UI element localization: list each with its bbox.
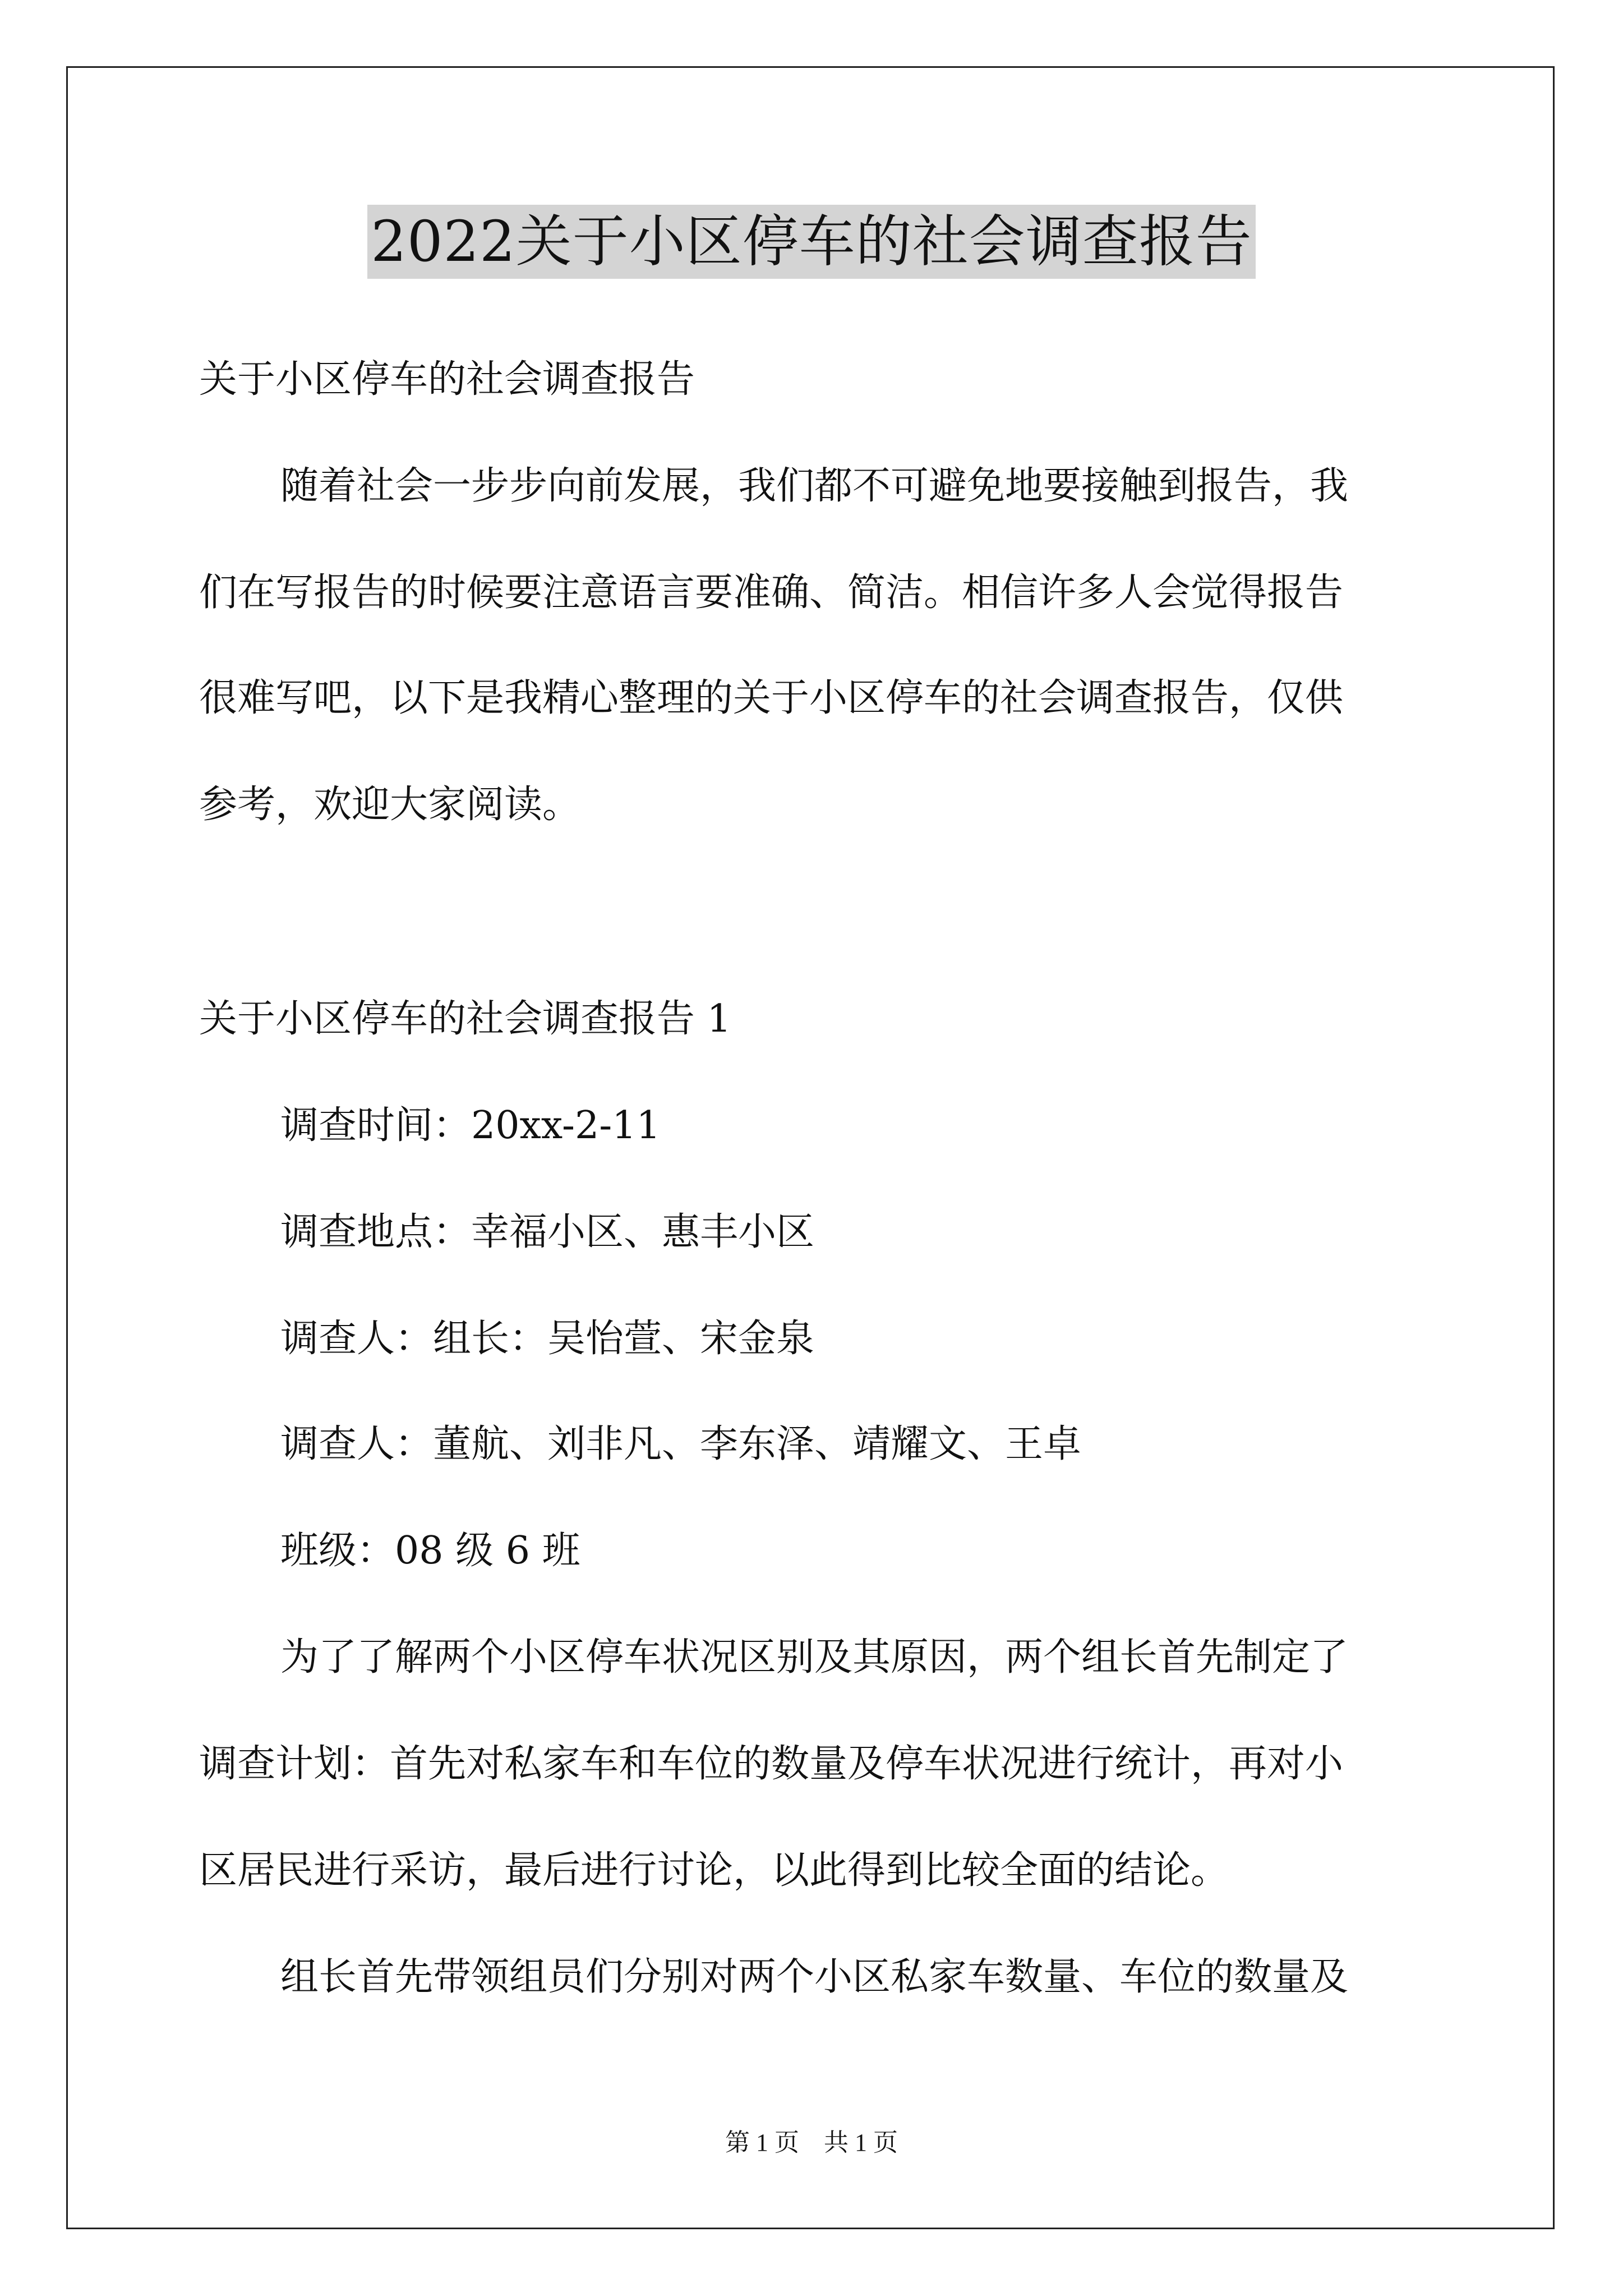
body-line-3: 区居民进行采访，最后进行讨论，以此得到比较全面的结论。 bbox=[199, 1848, 1229, 1893]
body-line-2: 调查计划：首先对私家车和车位的数量及停车状况进行统计，再对小 bbox=[199, 1742, 1344, 1786]
intro-line-4: 参考，欢迎大家阅读。 bbox=[199, 783, 581, 827]
title-container bbox=[0, 205, 1623, 279]
subtitle: 关于小区停车的社会调查报告 bbox=[199, 357, 695, 402]
body-line-1: 为了了解两个小区停车状况区别及其原因，两个组长首先制定了 bbox=[280, 1635, 1349, 1680]
survey-class: 班级：08 级 6 班 bbox=[280, 1529, 580, 1573]
intro-line-3: 很难写吧，以下是我精心整理的关于小区停车的社会调查报告，仅供 bbox=[199, 676, 1344, 720]
survey-time: 调查时间：20xx-2-11 bbox=[280, 1103, 661, 1148]
body-line-4: 组长首先带领组员们分别对两个小区私家车数量、车位的数量及 bbox=[280, 1955, 1349, 1999]
section-heading: 关于小区停车的社会调查报告 1 bbox=[199, 997, 731, 1041]
survey-members: 调查人：董航、刘非凡、李东泽、靖耀文、王卓 bbox=[280, 1422, 1082, 1466]
intro-line-2: 们在写报告的时候要注意语言要准确、简洁。相信许多人会觉得报告 bbox=[199, 570, 1344, 615]
survey-leaders: 调查人：组长：吴怡萱、宋金泉 bbox=[280, 1317, 815, 1361]
survey-place: 调查地点：幸福小区、惠丰小区 bbox=[280, 1210, 815, 1254]
intro-line-1: 随着社会一步步向前发展，我们都不可避免地要接触到报告，我 bbox=[280, 464, 1349, 508]
page-footer: 第 1 页 共 1 页 bbox=[725, 2129, 898, 2156]
document-title: 2022关于小区停车的社会调查报告 bbox=[367, 205, 1256, 279]
